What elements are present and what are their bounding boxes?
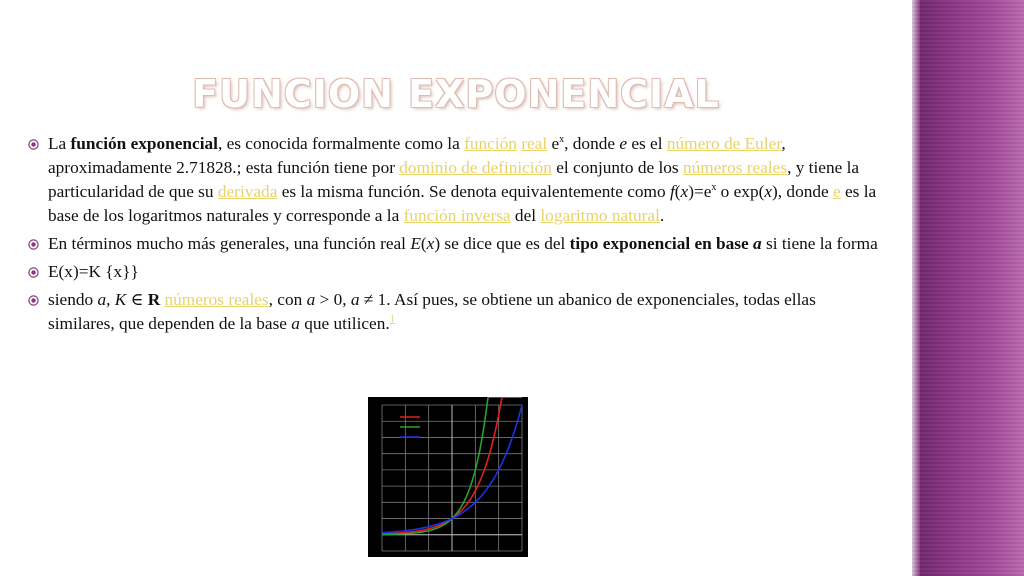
text: ≠ 1. Así pues, se obtiene un abanico de exponenciales, todas ellas similares, que dependen de la base (48, 290, 816, 333)
bullet-icon (28, 295, 39, 306)
link-numeros-reales[interactable]: números reales (164, 290, 269, 309)
italic: K (114, 290, 127, 309)
text: , (106, 290, 115, 309)
italic: a (350, 290, 360, 309)
italic: x (680, 182, 689, 201)
text: si tiene la forma (761, 234, 878, 253)
italic: x (426, 234, 435, 253)
footnote-link[interactable]: 1 (389, 314, 395, 326)
text: )=e (688, 182, 712, 201)
text: que utilicen. (299, 314, 390, 333)
link-numero-de-euler[interactable]: número de Euler (666, 134, 782, 153)
superscript: x (559, 134, 565, 146)
text: , es conocida formalmente como la (217, 134, 465, 153)
text: , aproximadamente 2.71828.; esta función tiene por (48, 134, 786, 177)
bullet-item (28, 132, 878, 228)
italic: a (97, 290, 107, 309)
slide-title: FUNCION EXPONENCIAL (192, 72, 720, 116)
link-dominio-de-definicion[interactable]: dominio de definición (399, 158, 552, 177)
bullet-icon (28, 239, 39, 250)
bold-term: tipo exponencial en base (569, 234, 754, 253)
text: es la misma función. Se denota equivalentemente como (277, 182, 670, 201)
text: el conjunto de los (551, 158, 683, 177)
italic: E (410, 234, 421, 253)
italic: e (619, 134, 628, 153)
link-real[interactable]: real (521, 134, 548, 153)
text: ), donde (772, 182, 833, 201)
bullet-item (28, 260, 878, 284)
bold-italic: a (753, 234, 762, 253)
link-funcion-inversa[interactable]: función inversa (403, 206, 511, 225)
text: , donde (564, 134, 620, 153)
italic: a (291, 314, 300, 333)
bold-term: función exponencial (70, 134, 218, 153)
text: En términos mucho más generales, una función real (48, 234, 411, 253)
text: , y tiene la particularidad de que su (48, 158, 860, 201)
bold-term: R (147, 290, 161, 309)
link-logaritmo-natural[interactable]: logaritmo natural (540, 206, 660, 225)
exponential-chart (368, 397, 528, 557)
link-numeros-reales[interactable]: números reales (682, 158, 788, 177)
text: e (547, 134, 560, 153)
text: o exp( (716, 182, 765, 201)
text: del (510, 206, 541, 225)
decorative-side-band (912, 0, 1024, 576)
superscript: x (711, 182, 717, 194)
italic: x (764, 182, 773, 201)
text: ( (674, 182, 681, 201)
bullet-icon (28, 139, 39, 150)
formula-text: E(x)=K {x}} (48, 262, 139, 281)
text: ∈ (126, 290, 148, 309)
text: es el (627, 134, 667, 153)
italic: a (306, 290, 316, 309)
italic: f (669, 182, 675, 201)
text: es la base de los logaritmos naturales y corresponde a la (48, 182, 877, 225)
text: . (659, 206, 665, 225)
slide-body (28, 132, 878, 340)
text: siendo (48, 290, 98, 309)
text: > 0, (315, 290, 351, 309)
text: La (48, 134, 71, 153)
chart-svg (368, 397, 528, 557)
bullet-item (28, 232, 878, 256)
link-derivada[interactable]: derivada (217, 182, 278, 201)
text: , con (268, 290, 307, 309)
bullet-item (28, 288, 878, 336)
text: ) se dice que es del (434, 234, 570, 253)
link-funcion[interactable]: función (464, 134, 517, 153)
bullet-icon (28, 267, 39, 278)
link-e[interactable]: e (832, 182, 841, 201)
text: ( (420, 234, 427, 253)
